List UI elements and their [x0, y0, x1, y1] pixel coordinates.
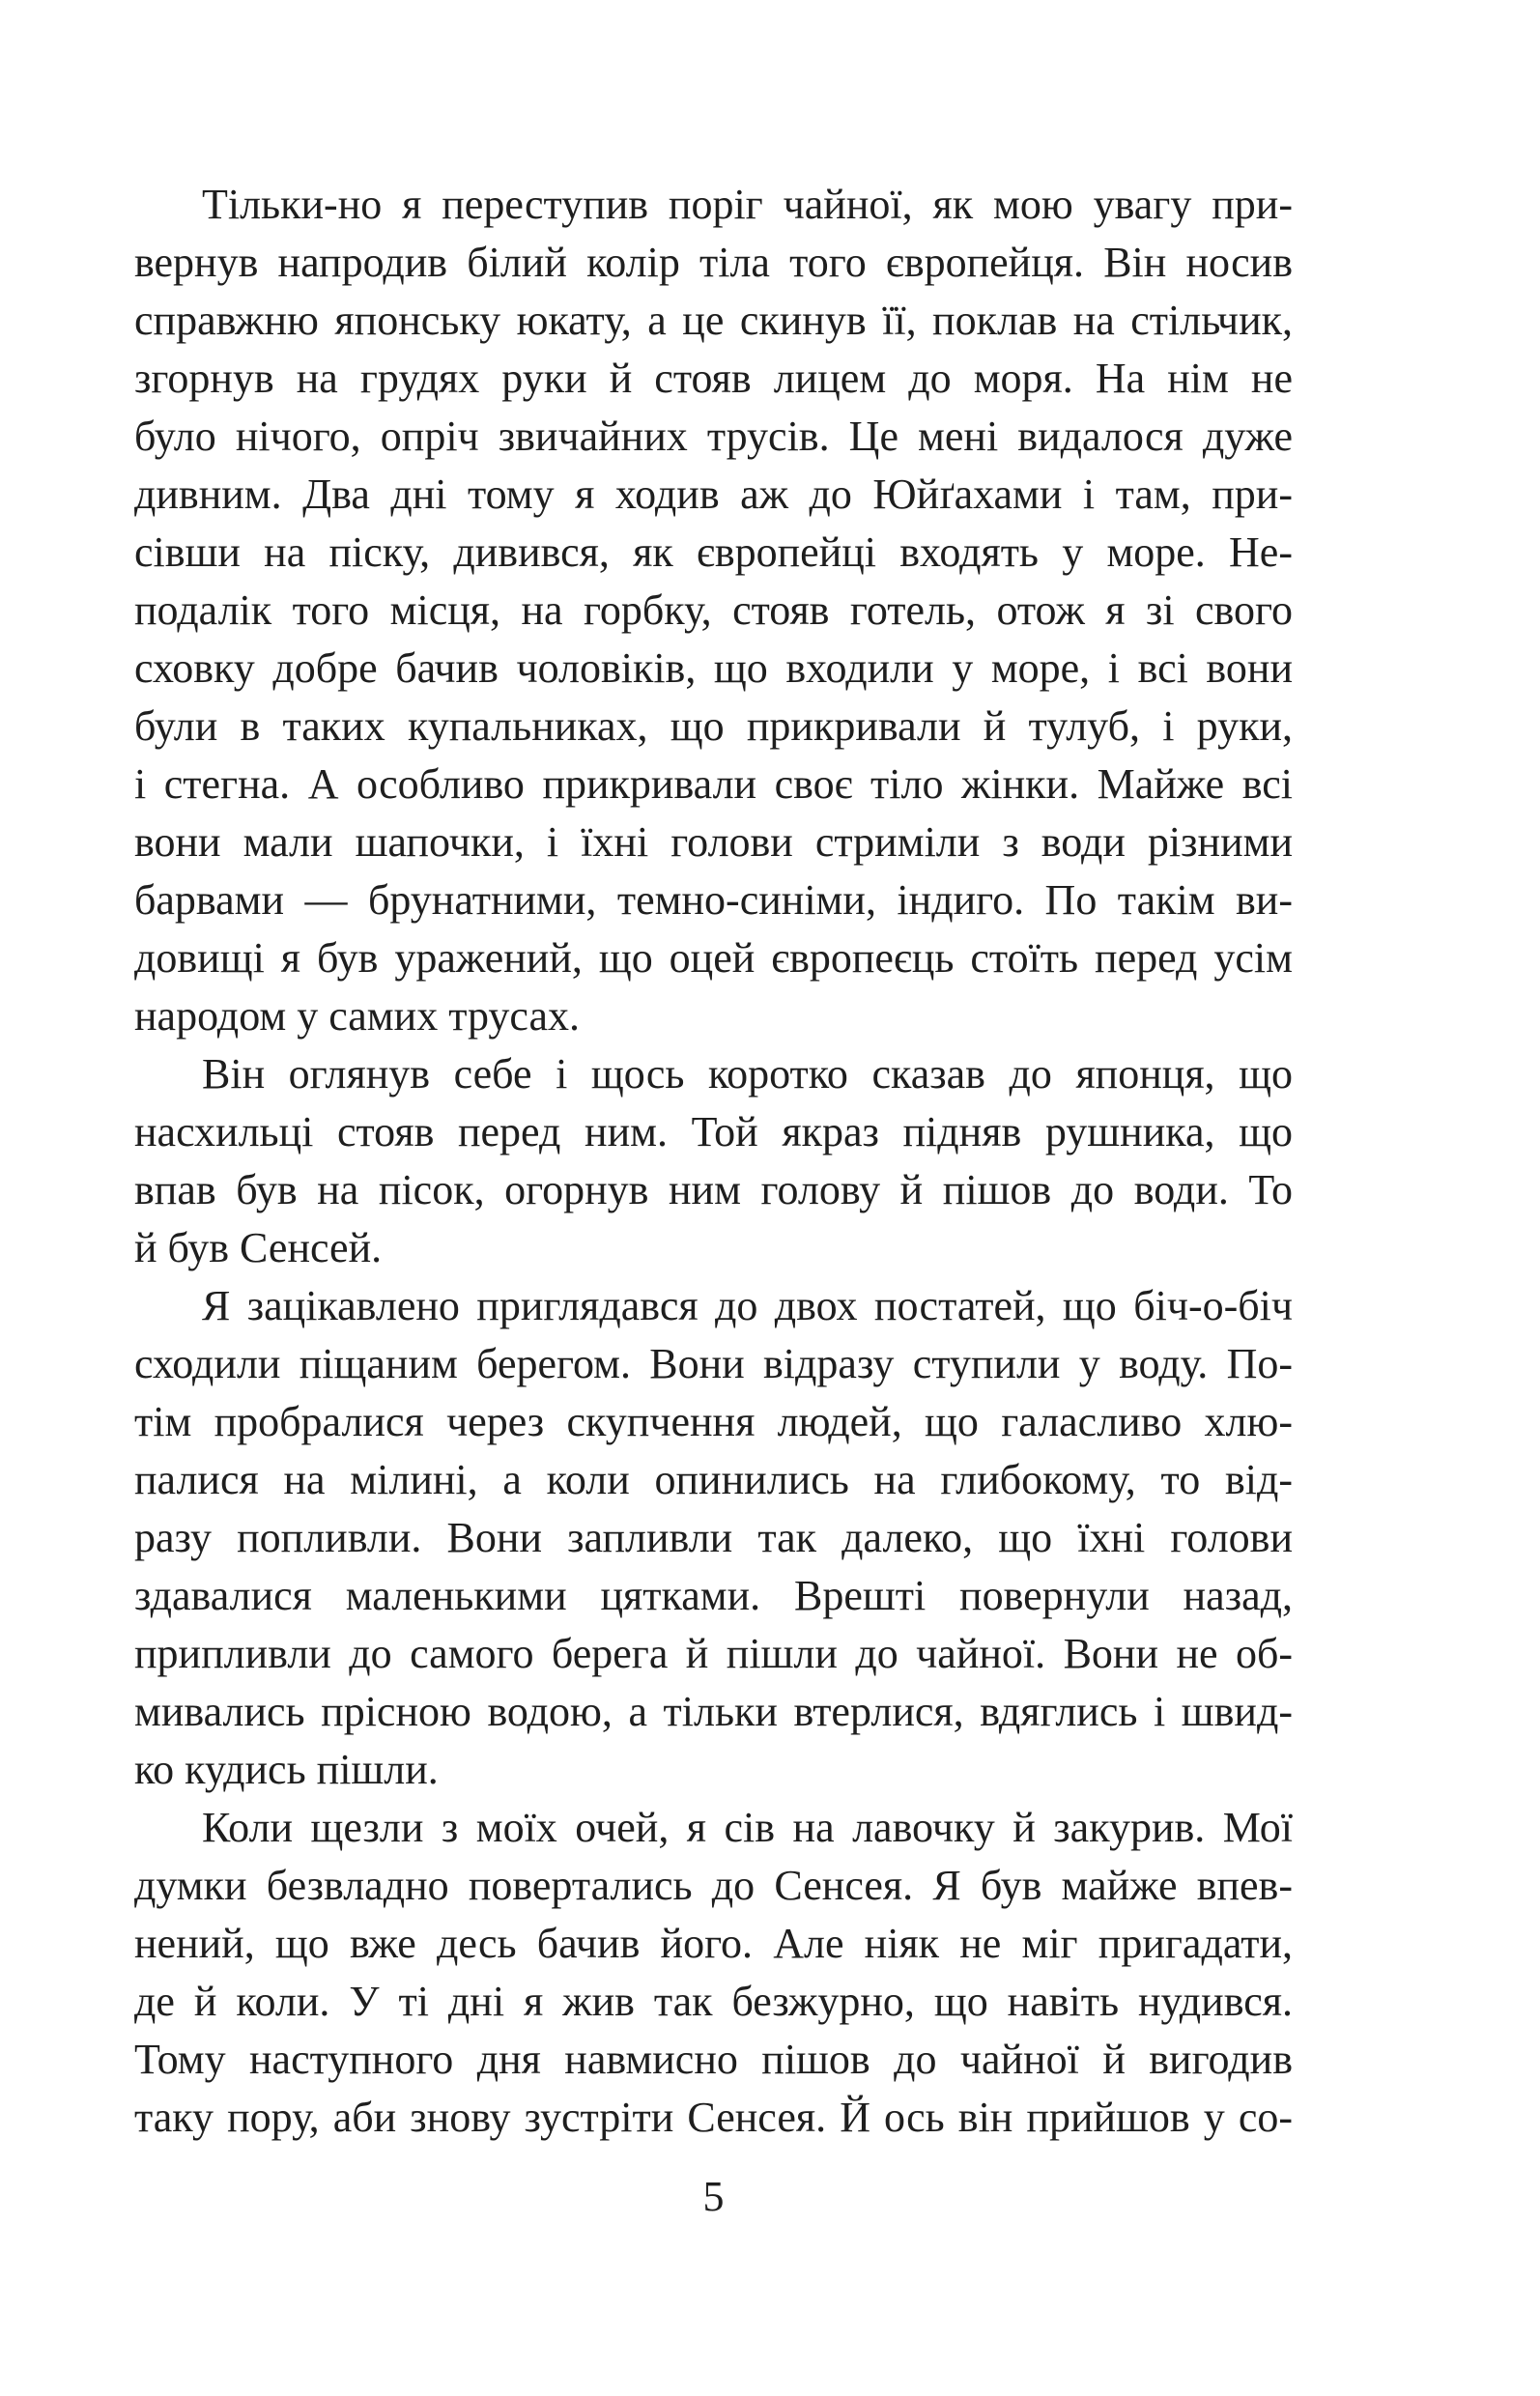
text-line: де й коли. У ті дні я жив так безжурно, що навіть нудився.	[134, 1978, 1293, 2025]
text-line: таку пору, аби знову зустріти Сенсея. Й ось він прийшов у со-	[134, 2094, 1293, 2141]
text-line: нений, що вже десь бачив його. Але ніяк не міг пригадати,	[134, 1920, 1293, 1967]
text-line: Він оглянув себе і щось коротко сказав до японця, що	[202, 1050, 1293, 1098]
text-line: подалік того місця, на горбку, стояв готель, отож я зі свого	[134, 586, 1293, 634]
text-line: разу попливли. Вони запливли так далеко, що їхні голови	[134, 1514, 1293, 1561]
text-line: справжню японську юкату, а це скинув її, поклав на стільчик,	[134, 297, 1293, 344]
text-line: згорнув на грудях руки й стояв лицем до моря. На нім не	[134, 355, 1293, 402]
text-line: Тільки-но я переступив поріг чайної, як мою увагу при-	[202, 181, 1293, 228]
text-line: сівши на піску, дивився, як європейці входять у море. Не-	[134, 528, 1293, 576]
text-line: вернув напродив білий колір тіла того європейця. Він носив	[134, 239, 1293, 286]
text-line: довищі я був уражений, що оцей європеєць стоїть перед усім	[134, 934, 1293, 982]
text-line: припливли до самого берега й пішли до чайної. Вони не об-	[134, 1630, 1293, 1677]
text-line: палися на мілині, а коли опинились на глибокому, то від-	[134, 1456, 1293, 1503]
text-line: впав був на пісок, огорнув ним голову й пішов до води. То	[134, 1166, 1293, 1213]
text-line: насхильці стояв перед ним. Той якраз підняв рушника, що	[134, 1108, 1293, 1155]
text-line: здавалися маленькими цятками. Врешті повернули назад,	[134, 1572, 1293, 1619]
text-line: думки безвладно повертались до Сенсея. Я був майже впев-	[134, 1862, 1293, 1909]
text-line: дивним. Два дні тому я ходив аж до Юйґахами і там, при-	[134, 471, 1293, 518]
text-line: народом у самих трусах.	[134, 992, 580, 1040]
text-line: ко кудись пішли.	[134, 1746, 439, 1793]
text-line: барвами — брунатними, темно-синіми, індиго. По такім ви-	[134, 876, 1293, 924]
page-number: 5	[702, 2173, 725, 2220]
text-line: і стегна. А особливо прикривали своє тіло жінки. Майже всі	[134, 760, 1293, 808]
text-line: й був Сенсей.	[134, 1224, 383, 1271]
text-line: тім пробралися через скупчення людей, що галасливо хлю-	[134, 1398, 1293, 1445]
body-text	[134, 176, 1293, 2147]
text-line: Тому наступного дня навмисно пішов до чайної й вигодив	[134, 2036, 1293, 2083]
text-line: сходили піщаним берегом. Вони відразу ступили у воду. По-	[134, 1340, 1293, 1387]
text-line: Я зацікавлено приглядався до двох постатей, що біч-о-біч	[202, 1282, 1293, 1329]
text-line: мивались прісною водою, а тільки втерлися, вдяглись і швид-	[134, 1688, 1293, 1735]
text-line: вони мали шапочки, і їхні голови стриміли з води різними	[134, 818, 1293, 866]
text-line: сховку добре бачив чоловіків, що входили у море, і всі вони	[134, 644, 1293, 692]
text-line: Коли щезли з моїх очей, я сів на лавочку й закурив. Мої	[202, 1804, 1293, 1851]
text-line: були в таких купальниках, що прикривали й тулуб, і руки,	[134, 702, 1293, 750]
text-line: було нічого, опріч звичайних трусів. Це мені видалося дуже	[134, 413, 1293, 460]
